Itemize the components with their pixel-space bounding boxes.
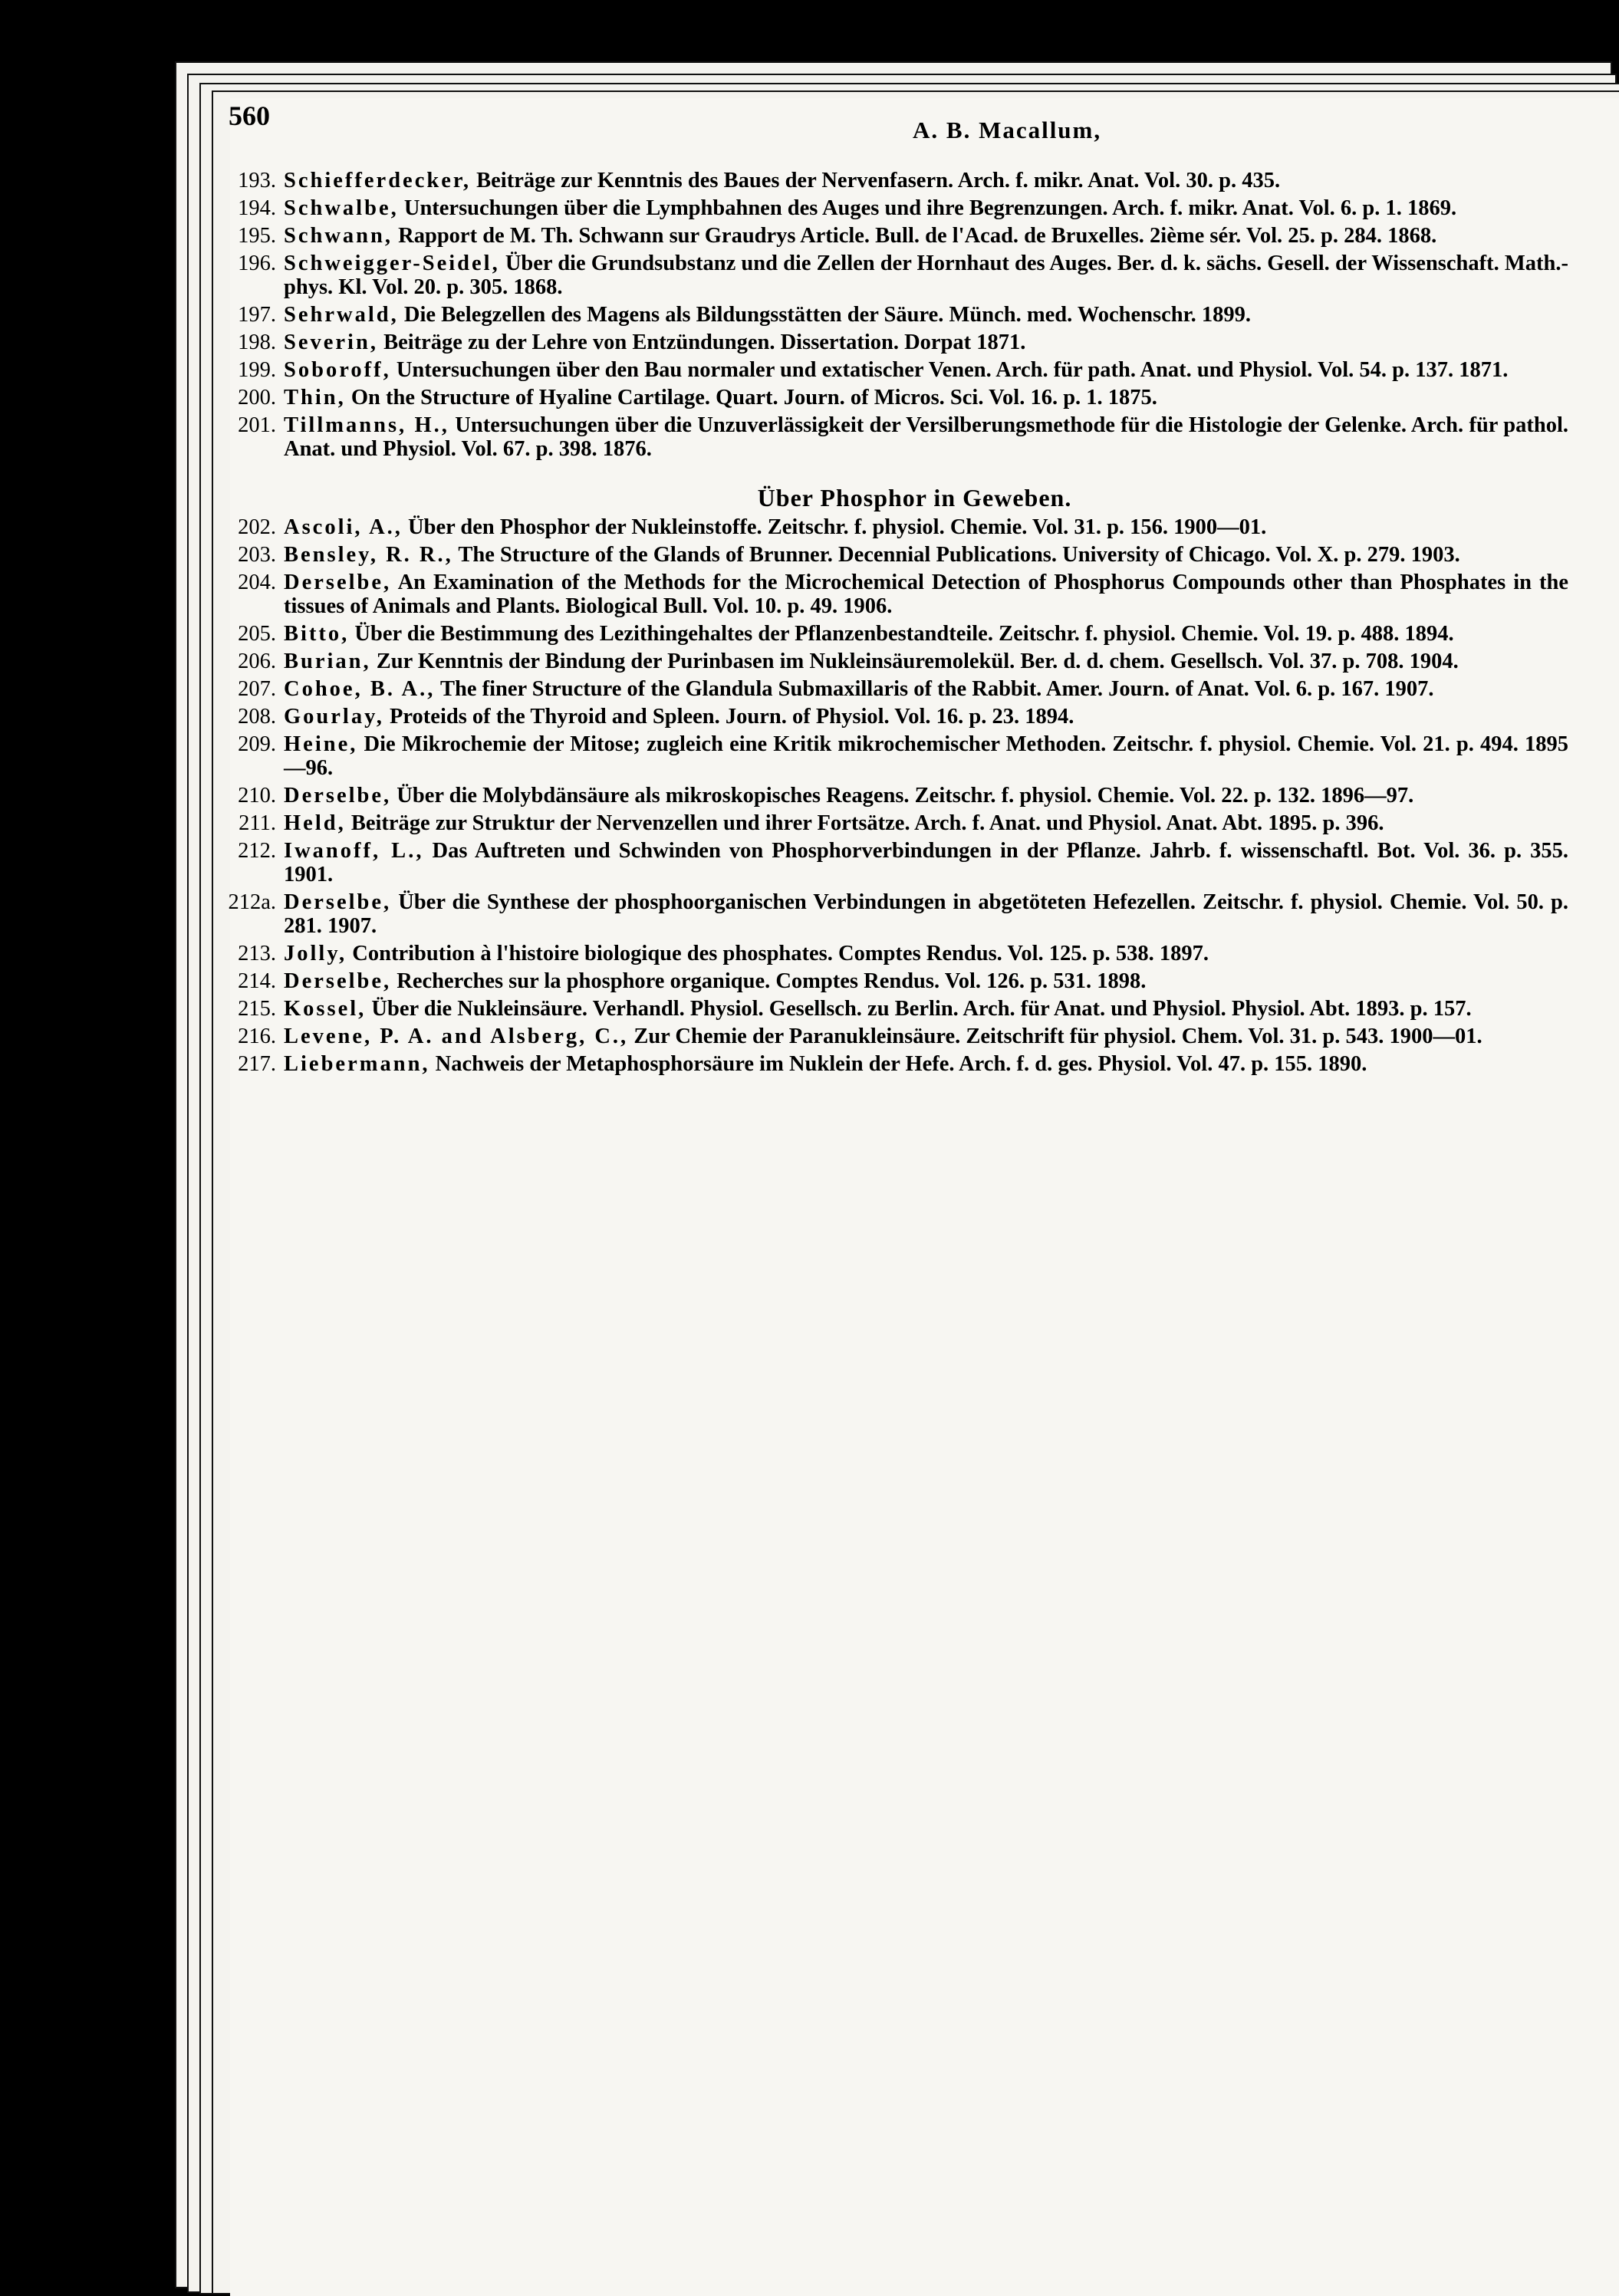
reference-author: Derselbe, <box>284 890 392 914</box>
reference-entry <box>215 622 1568 646</box>
reference-text: Über die Nukleinsäure. Verhandl. Physiol. Gesellsch. zu Berlin. Arch. für Anat. und Physiol. Physiol. Abt. 1893. p. 157. <box>366 997 1472 1021</box>
reference-text: On the Structure of Hyaline Cartilage. Quart. Journ. of Micros. Sci. Vol. 16. p. 1. 1875. <box>345 386 1157 410</box>
reference-author: Burian, <box>284 650 371 673</box>
reference-text: Das Auftreten und Schwinden von Phosphorverbindungen in der Pflanze. Jahrb. f. wissenschaftl. Bot. Vol. 36. p. 355. 1901. <box>284 839 1569 886</box>
reference-number: 197. <box>238 303 276 327</box>
reference-text: An Examination of the Methods for the Microchemical Detection of Phosphorus Compounds other than Phosphates in the tissues of Animals and Plants. Biological Bull. Vol. 10. p. 49. 1906. <box>284 571 1568 618</box>
reference-text: Beiträge zur Kenntnis des Baues der Nervenfasern. Arch. f. mikr. Anat. Vol. 30. p. 435. <box>471 169 1281 192</box>
running-head-author: A. B. Macallum, <box>913 117 1102 143</box>
reference-entry <box>215 997 1568 1021</box>
reference-text: Beiträge zur Struktur der Nervenzellen und ihrer Fortsätze. Arch. f. Anat. und Physiol. Anat. Abt. 1895. p. 396. <box>345 811 1384 835</box>
reference-text: Nachweis der Metaphosphorsäure im Nuklein der Hefe. Arch. f. d. ges. Physiol. Vol. 47. p. 155. 1890. <box>429 1052 1367 1076</box>
reference-author: Cohoe, B. A., <box>284 677 436 701</box>
reference-author: Schweigger-Seidel, <box>284 252 500 275</box>
reference-text: The Structure of the Glands of Brunner. Decennial Publications. University of Chicago. Vol. X. p. 279. 1903. <box>452 543 1460 567</box>
reference-author: Schiefferdecker, <box>284 169 472 192</box>
reference-text: Zur Chemie der Paranukleinsäure. Zeitschrift für physiol. Chem. Vol. 31. p. 543. 1900—01. <box>628 1025 1482 1048</box>
reference-text: Die Mikrochemie der Mitose; zugleich eine Kritik mikrochemischer Methoden. Zeitschr. f. physiol. Chemie. Vol. 21. p. 494. 1895—96. <box>284 732 1568 780</box>
reference-entry <box>215 890 1568 938</box>
reference-text: Untersuchungen über die Lymphbahnen des Auges und ihre Begrenzungen. Arch. f. mikr. Anat. Vol. 6. p. 1. 1869. <box>398 196 1457 220</box>
reference-author: Sehrwald, <box>284 303 399 327</box>
reference-author: Jolly, <box>284 942 347 965</box>
reference-number: 199. <box>238 358 276 382</box>
reference-number: 217. <box>238 1052 276 1076</box>
reference-author: Ascoli, A., <box>284 515 403 539</box>
reference-author: Gourlay, <box>284 705 384 729</box>
reference-author: Severin, <box>284 331 378 354</box>
reference-entry <box>215 969 1568 993</box>
reference-number: 204. <box>238 571 276 594</box>
reference-text: Zur Kenntnis der Bindung der Purinbasen im Nukleinsäuremolekül. Ber. d. d. chem. Gesellsch. Vol. 37. p. 708. 1904. <box>370 650 1459 673</box>
reference-number: 206. <box>238 650 276 673</box>
reference-entry <box>215 677 1568 701</box>
reference-entry <box>215 705 1568 729</box>
reference-author: Schwalbe, <box>284 196 399 220</box>
reference-entry <box>215 784 1568 808</box>
reference-number: 202. <box>238 515 276 539</box>
page-number: 560 <box>229 100 270 131</box>
reference-text: Über den Phosphor der Nukleinstoffe. Zeitschr. f. physiol. Chemie. Vol. 31. p. 156. 1900—01. <box>402 515 1267 539</box>
reference-number: 212a. <box>228 890 276 914</box>
section-heading: Über Phosphor in Geweben. <box>757 484 1072 512</box>
reference-entry <box>215 650 1568 673</box>
reference-author: Held, <box>284 811 346 835</box>
reference-entry <box>215 811 1568 835</box>
reference-entry <box>215 571 1568 618</box>
reference-number: 211. <box>239 811 276 835</box>
bibliography <box>215 169 1568 1080</box>
reference-entry <box>215 224 1568 248</box>
reference-entry <box>215 543 1568 567</box>
reference-text: Die Belegzellen des Magens als Bildungsstätten der Säure. Münch. med. Wochenschr. 1899. <box>398 303 1252 327</box>
reference-entry <box>215 1025 1568 1048</box>
reference-entry <box>215 169 1568 192</box>
reference-author: Kossel, <box>284 997 367 1021</box>
reference-number: 214. <box>238 969 276 993</box>
reference-text: Über die Synthese der phosphoorganischen Verbindungen in abgetöteten Hefezellen. Zeitschr. f. physiol. Chemie. Vol. 50. p. 281. 1907. <box>284 890 1568 938</box>
reference-author: Bensley, R. R., <box>284 543 453 567</box>
reference-author: Liebermann, <box>284 1052 430 1076</box>
reference-number: 207. <box>238 677 276 701</box>
reference-number: 212. <box>238 839 276 863</box>
reference-text: Über die Grundsubstanz und die Zellen der Hornhaut des Auges. Ber. d. k. sächs. Gesell. der Wissenschaft. Math.-phys. Kl. Vol. 20. p. 305. 1868. <box>284 252 1568 299</box>
reference-text: Rapport de M. Th. Schwann sur Graudrys Article. Bull. de l'Acad. de Bruxelles. 2ième sér. Vol. 25. p. 284. 1868. <box>393 224 1437 248</box>
reference-number: 201. <box>238 413 276 437</box>
reference-author: Levene, P. A. and Alsberg, C., <box>284 1025 629 1048</box>
reference-author: Bitto, <box>284 622 350 646</box>
reference-entry <box>215 252 1568 299</box>
reference-entry <box>215 515 1568 539</box>
reference-author: Derselbe, <box>284 969 392 993</box>
reference-entry <box>215 942 1568 965</box>
reference-number: 196. <box>238 252 276 275</box>
reference-list <box>215 169 1568 461</box>
reference-number: 210. <box>238 784 276 808</box>
reference-entry <box>215 358 1568 382</box>
reference-author: Schwann, <box>284 224 393 248</box>
reference-text: Über die Molybdänsäure als mikroskopisches Reagens. Zeitschr. f. physiol. Chemie. Vol. 22. p. 132. 1896—97. <box>391 784 1414 808</box>
reference-text: Contribution à l'histoire biologique des phosphates. Comptes Rendus. Vol. 125. p. 538. 1897. <box>347 942 1209 965</box>
reference-author: Soboroff, <box>284 358 391 382</box>
reference-author: Tillmanns, H., <box>284 413 449 437</box>
reference-author: Heine, <box>284 732 358 756</box>
reference-entry <box>215 413 1568 461</box>
reference-number: 193. <box>238 169 276 192</box>
reference-number: 216. <box>238 1025 276 1048</box>
reference-entry <box>215 732 1568 780</box>
reference-number: 203. <box>238 543 276 567</box>
reference-number: 205. <box>238 622 276 646</box>
reference-number: 200. <box>238 386 276 410</box>
reference-text: The finer Structure of the Glandula Submaxillaris of the Rabbit. Amer. Journ. of Anat. Vol. 6. p. 167. 1907. <box>435 677 1434 701</box>
reference-number: 198. <box>238 331 276 354</box>
reference-text: Über die Bestimmung des Lezithingehaltes der Pflanzenbestandteile. Zeitschr. f. physiol. Chemie. Vol. 19. p. 488. 1894. <box>349 622 1454 646</box>
reference-text: Untersuchungen über die Unzuverlässigkeit der Versilberungsmethode für die Histologie der Gelenke. Arch. für pathol. Anat. und Physiol. Vol. 67. p. 398. 1876. <box>284 413 1569 461</box>
reference-entry <box>215 1052 1568 1076</box>
reference-text: Beiträge zu der Lehre von Entzündungen. Dissertation. Dorpat 1871. <box>377 331 1026 354</box>
reference-entry <box>215 386 1568 410</box>
reference-author: Derselbe, <box>284 784 392 808</box>
reference-number: 213. <box>238 942 276 965</box>
reference-text: Recherches sur la phosphore organique. Comptes Rendus. Vol. 126. p. 531. 1898. <box>391 969 1147 993</box>
reference-entry <box>215 331 1568 354</box>
reference-entry <box>215 196 1568 220</box>
reference-author: Derselbe, <box>284 571 392 594</box>
reference-entry <box>215 303 1568 327</box>
reference-list <box>215 515 1568 1076</box>
reference-number: 194. <box>238 196 276 220</box>
reference-author: Thin, <box>284 386 346 410</box>
reference-number: 209. <box>238 732 276 756</box>
reference-number: 208. <box>238 705 276 729</box>
reference-number: 195. <box>238 224 276 248</box>
reference-number: 215. <box>238 997 276 1021</box>
reference-entry <box>215 839 1568 886</box>
reference-text: Proteids of the Thyroid and Spleen. Journ. of Physiol. Vol. 16. p. 23. 1894. <box>383 705 1074 729</box>
reference-author: Iwanoff, L., <box>284 839 424 863</box>
reference-text: Untersuchungen über den Bau normaler und extatischer Venen. Arch. für path. Anat. und Physiol. Vol. 54. p. 137. 1871. <box>390 358 1509 382</box>
